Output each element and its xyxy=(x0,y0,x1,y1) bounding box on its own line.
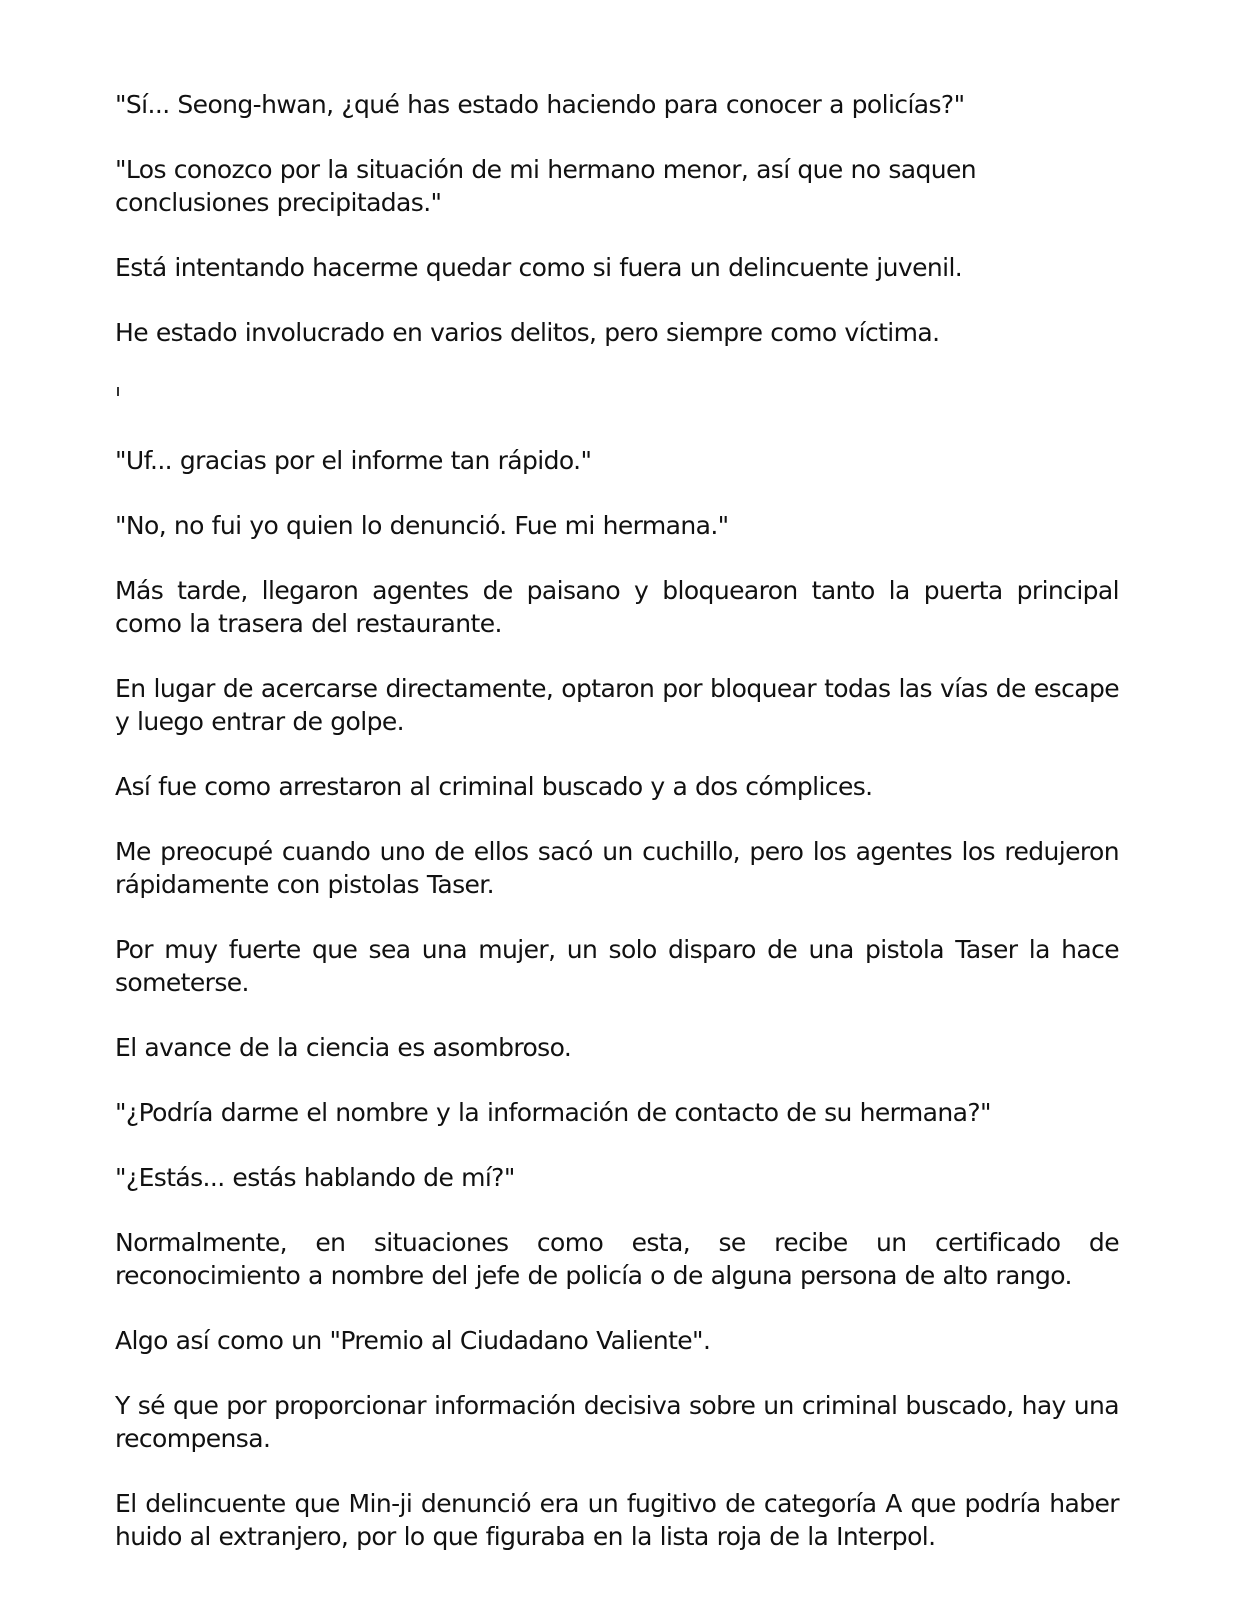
stray-mark xyxy=(117,387,119,396)
paragraph-3: Está intentando hacerme quedar como si fuera un delincuente juvenil. xyxy=(115,253,963,282)
paragraph-13: "¿Podría darme el nombre y la información de contacto de su hermana?" xyxy=(115,1098,991,1127)
paragraph-8: En lugar de acercarse directamente, optaron por bloquear todas las vías de escape y luego entrar de golpe. xyxy=(115,674,1119,736)
paragraph-5: "Uf... gracias por el informe tan rápido." xyxy=(115,446,592,475)
paragraph-7: Más tarde, llegaron agentes de paisano y bloquearon tanto la puerta principal como la trasera del restaurante. xyxy=(115,576,1119,638)
paragraph-17: Y sé que por proporcionar información decisiva sobre un criminal buscado, hay una recompensa. xyxy=(115,1391,1119,1453)
paragraph-15: Normalmente, en situaciones como esta, se recibe un certificado de reconocimiento a nombre del jefe de policía o de alguna persona de alto rango. xyxy=(115,1228,1119,1290)
paragraph-6: "No, no fui yo quien lo denunció. Fue mi hermana." xyxy=(115,511,729,540)
document-body xyxy=(115,88,1119,1585)
paragraph-18: El delincuente que Min-ji denunció era un fugitivo de categoría A que podría haber huido al extranjero, por lo que figuraba en la lista roja de la Interpol. xyxy=(115,1489,1119,1551)
paragraph-9: Así fue como arrestaron al criminal buscado y a dos cómplices. xyxy=(115,772,873,801)
paragraph-10: Me preocupé cuando uno de ellos sacó un cuchillo, pero los agentes los redujeron rápidamente con pistolas Taser. xyxy=(115,837,1119,899)
paragraph-16: Algo así como un "Premio al Ciudadano Valiente". xyxy=(115,1326,711,1355)
paragraph-11: Por muy fuerte que sea una mujer, un solo disparo de una pistola Taser la hace someterse. xyxy=(115,935,1119,997)
scene-break xyxy=(115,381,1119,414)
paragraph-1: "Sí... Seong-hwan, ¿qué has estado haciendo para conocer a policías?" xyxy=(115,90,965,119)
paragraph-12: El avance de la ciencia es asombroso. xyxy=(115,1033,572,1062)
paragraph-14: "¿Estás... estás hablando de mí?" xyxy=(115,1163,515,1192)
paragraph-4: He estado involucrado en varios delitos, pero siempre como víctima. xyxy=(115,318,940,347)
paragraph-2: "Los conozco por la situación de mi hermano menor, así que no saquen conclusiones precipitadas." xyxy=(115,155,977,217)
